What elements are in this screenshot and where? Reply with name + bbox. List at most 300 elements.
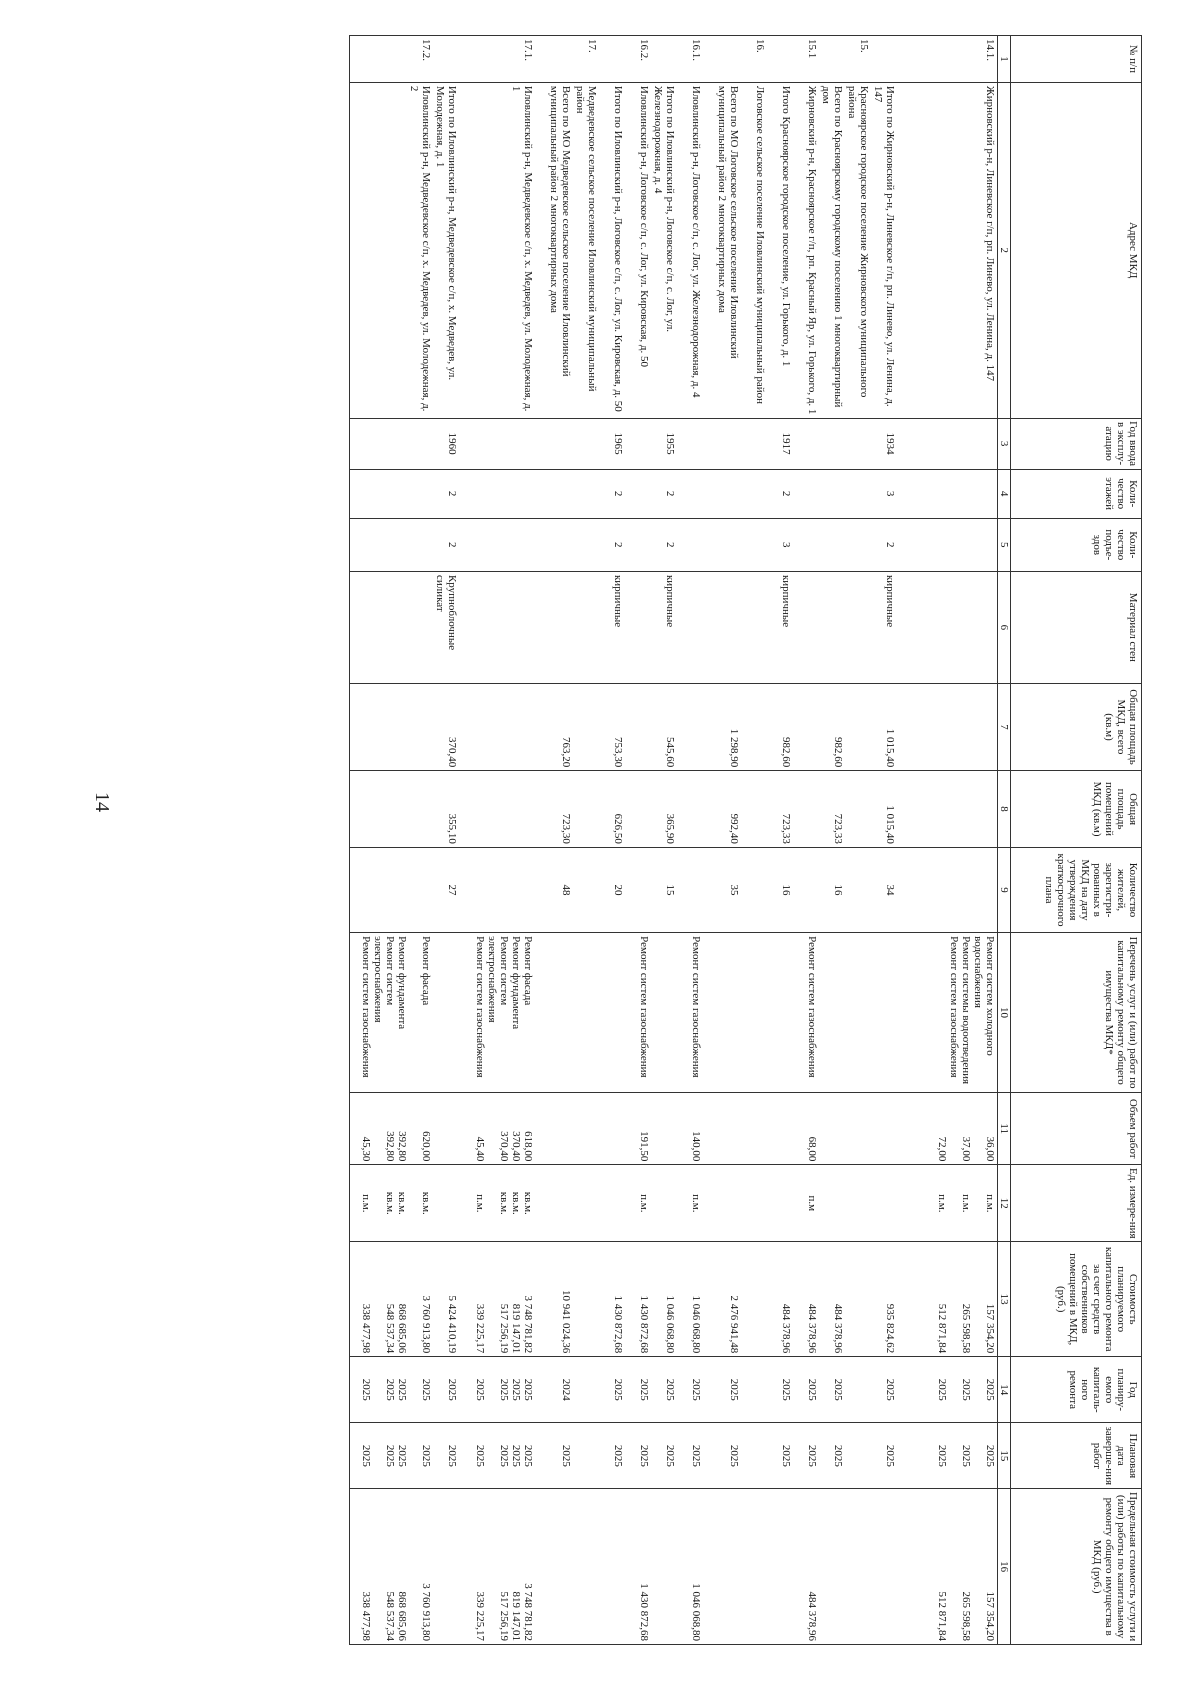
cell-text: Красноярское городское поселение Жирновского муниципального района: [846, 85, 871, 398]
table-cell: [600, 771, 626, 848]
cell-text: 35: [728, 884, 741, 896]
table-cell: [574, 771, 600, 848]
table-cell: [434, 36, 460, 83]
table-cell: [872, 1165, 898, 1242]
table-row: [846, 36, 872, 1645]
cell-text: 723,33: [780, 813, 793, 844]
table-cell: [600, 418, 626, 469]
table-cell: [536, 1092, 574, 1164]
table-cell: [678, 36, 704, 83]
table-cell: [768, 1489, 794, 1645]
cell-text: 2025: [728, 1444, 741, 1467]
cell-text: 3: [780, 542, 793, 548]
cell-text: 2025 2025 2025 2025: [360, 1378, 433, 1401]
cell-text: Крупноблочные силикат: [434, 574, 459, 651]
cell-text: 484 378,96: [832, 1303, 845, 1354]
table-cell: [820, 518, 846, 571]
table-cell: [350, 36, 434, 83]
table-cell: [434, 1423, 460, 1489]
column-number-cell: 9: [998, 847, 1011, 932]
page-number: 14: [91, 792, 113, 812]
table-cell: [652, 571, 678, 683]
table-cell: [768, 82, 794, 418]
table-cell: [626, 518, 652, 571]
table-cell: [820, 847, 846, 932]
cell-text: кирпичные: [884, 574, 897, 628]
cell-text: 2: [612, 490, 625, 497]
table-cell: [742, 771, 768, 848]
table-cell: [434, 82, 460, 418]
table-cell: [536, 1357, 574, 1423]
table-cell: [574, 518, 600, 571]
table-cell: [350, 571, 434, 683]
cell-text: кв.м. кв.м. кв.м. п.м.: [474, 1191, 535, 1215]
table-cell: [434, 771, 460, 848]
cell-text: Ремонт систем газоснабжения: [638, 936, 651, 1078]
table-cell: [898, 36, 998, 83]
table-cell: [820, 1357, 846, 1423]
column-number-cell: 13: [998, 1242, 1011, 1357]
table-cell: [626, 469, 652, 518]
cell-text: кирпичные: [780, 574, 793, 628]
table-cell: [460, 418, 536, 469]
cell-text: 3 760 913,80 868 685,06 548 537,34 338 477,98: [360, 1583, 433, 1641]
table-cell: [434, 518, 460, 571]
table-cell: [350, 469, 434, 518]
table-cell: [794, 82, 820, 418]
cell-text: 157 354,20 265 598,58 512 871,84: [936, 1303, 996, 1354]
table-cell: [794, 518, 820, 571]
cell-text: 17.: [586, 39, 599, 53]
table-cell: [678, 933, 704, 1093]
table-cell: [652, 82, 678, 418]
table-cell: [768, 683, 794, 770]
table-cell: [574, 469, 600, 518]
cell-text: Ремонт фасада Ремонт фундамента Ремонт систем электроснабжения Ремонт систем газоснабжения: [360, 936, 433, 1078]
cell-text: 2025: [780, 1444, 793, 1467]
table-cell: [626, 1092, 652, 1164]
cell-text: 2: [664, 542, 677, 548]
table-cell: [872, 82, 898, 418]
table-row: [678, 36, 704, 1645]
table-cell: [846, 1242, 872, 1357]
table-cell: [820, 1423, 846, 1489]
cell-text: 620,00 392,80 392,80 45,30: [360, 1131, 433, 1162]
table-cell: [600, 82, 626, 418]
table-cell: [704, 418, 742, 469]
cell-text: 15.1: [806, 39, 819, 59]
table-cell: [678, 847, 704, 932]
table-cell: [898, 469, 998, 518]
table-cell: [626, 1357, 652, 1423]
table-cell: [434, 418, 460, 469]
table-cell: [574, 933, 600, 1093]
cell-text: 16.1.: [690, 39, 703, 61]
table-cell: [794, 683, 820, 770]
table-cell: [536, 1423, 574, 1489]
column-number-cell: 7: [998, 683, 1011, 770]
table-cell: [536, 771, 574, 848]
table-cell: [574, 571, 600, 683]
column-number-cell: 1: [998, 36, 1011, 83]
column-number-cell: 4: [998, 469, 1011, 518]
table-cell: [898, 933, 998, 1093]
table-cell: [794, 771, 820, 848]
column-number-cell: 14: [998, 1357, 1011, 1423]
cell-text: 10 941 024,36: [560, 1289, 573, 1354]
table-cell: [742, 418, 768, 469]
header-cell: Коли-чество этажей: [1011, 469, 1142, 518]
cell-text: 1 298,90: [728, 728, 741, 768]
table-cell: [350, 683, 434, 770]
table-cell: [626, 683, 652, 770]
table-cell: [742, 1242, 768, 1357]
table-cell: [768, 518, 794, 571]
cell-text: Ремонт систем газоснабжения: [806, 936, 819, 1078]
table-cell: [600, 571, 626, 683]
cell-text: 2025: [780, 1378, 793, 1401]
cell-text: 484 378,96: [806, 1303, 819, 1354]
cell-text: 14.1.: [984, 39, 996, 61]
cell-text: Итого по Иловлинский р-н, Медведевское с/п, х. Медведев, ул. Молодежная, д. 1: [434, 85, 459, 381]
table-cell: [820, 1092, 846, 1164]
table-cell: [704, 1242, 742, 1357]
cell-text: Логовское сельское поселение Иловлинский муниципальный район: [754, 85, 767, 404]
cell-text: Всего по Красноярскому городскому поселению 1 многоквартирный дом: [820, 85, 845, 408]
table-cell: [898, 847, 998, 932]
cell-text: 2025: [806, 1378, 819, 1401]
cell-text: 723,33: [832, 813, 845, 844]
table-cell: [846, 771, 872, 848]
table-cell: [742, 1423, 768, 1489]
table-cell: [768, 1423, 794, 1489]
table-cell: [626, 418, 652, 469]
column-number-cell: 6: [998, 571, 1011, 683]
header-cell: Предельная стоимость услуги и (или) работы по капитальному ремонту общего имущества в МКД (руб.): [1011, 1489, 1142, 1645]
cell-text: 2025: [560, 1444, 573, 1467]
cell-text: 3 760 913,80 868 685,06 548 537,34 338 477,98: [360, 1295, 433, 1354]
cell-text: 626,50: [612, 813, 625, 844]
table-cell: [626, 82, 652, 418]
cell-text: 1 046 068,80: [690, 1295, 703, 1354]
table-cell: [460, 1357, 536, 1423]
table-cell: [820, 469, 846, 518]
table-cell: [820, 1242, 846, 1357]
cell-text: 1 430 872,68: [638, 1295, 651, 1354]
table-cell: [820, 571, 846, 683]
table-cell: [704, 1357, 742, 1423]
table-cell: [846, 1423, 872, 1489]
table-cell: [536, 82, 574, 418]
cell-text: 2025 2025 2025 2025: [360, 1444, 433, 1467]
table-cell: [846, 82, 872, 418]
cell-text: п.м. п.м. п.м.: [936, 1194, 996, 1213]
table-cell: [626, 1165, 652, 1242]
table-cell: [820, 1165, 846, 1242]
table-cell: [652, 683, 678, 770]
table-cell: [846, 518, 872, 571]
table-cell: [898, 518, 998, 571]
table-cell: [820, 82, 846, 418]
table-cell: [898, 1357, 998, 1423]
table-cell: [872, 469, 898, 518]
table-cell: [574, 683, 600, 770]
table-cell: [652, 1357, 678, 1423]
table-cell: [704, 571, 742, 683]
header-cell: Плановая дата заверше-ния работ: [1011, 1423, 1142, 1489]
cell-text: 2: [884, 542, 897, 548]
cell-text: Итого по Иловлинский р-н, Логовское с/п, с. Лог, ул. Железнодорожная, д. 4: [652, 85, 677, 333]
table-cell: [652, 469, 678, 518]
cell-text: п.м.: [638, 1194, 651, 1213]
table-cell: [536, 518, 574, 571]
cell-text: 763,20: [560, 736, 573, 768]
table-cell: [600, 847, 626, 932]
cell-text: 484 378,96: [806, 1591, 819, 1641]
cell-text: 3 748 781,82 819 147,01 517 256,19 339 225,17: [474, 1583, 535, 1641]
table-cell: [794, 571, 820, 683]
table-cell: [678, 418, 704, 469]
cell-text: 15.: [858, 39, 871, 53]
cell-text: 2025: [884, 1444, 897, 1467]
table-cell: [846, 1092, 872, 1164]
cell-text: 1 015,40: [884, 728, 897, 768]
table-cell: [898, 1489, 998, 1645]
cell-text: Итого по Иловлинский р-н, Логовское с/п, с. Лог, ул. Кировская, д. 50: [612, 85, 625, 412]
table-cell: [536, 847, 574, 932]
table-cell: [794, 1242, 820, 1357]
column-number-cell: 2: [998, 82, 1011, 418]
cell-text: 34: [884, 884, 897, 896]
table-cell: [574, 1165, 600, 1242]
table-cell: [460, 1489, 536, 1645]
table-cell: [846, 933, 872, 1093]
table-cell: [742, 571, 768, 683]
table-cell: [626, 1489, 652, 1645]
table-cell: [350, 1165, 434, 1242]
table-cell: [434, 469, 460, 518]
cell-text: п.м.: [690, 1194, 703, 1213]
table-cell: [574, 82, 600, 418]
table-cell: [460, 1092, 536, 1164]
header-cell: Общая площадь помещений МКД (кв.м): [1011, 771, 1142, 848]
table-cell: [460, 847, 536, 932]
table-cell: [872, 1489, 898, 1645]
table-cell: [678, 1357, 704, 1423]
table-cell: [898, 1092, 998, 1164]
column-number-cell: 11: [998, 1092, 1011, 1164]
cell-text: 16: [832, 884, 845, 896]
table-cell: [626, 1242, 652, 1357]
table-cell: [460, 933, 536, 1093]
table-cell: [768, 418, 794, 469]
table-cell: [898, 418, 998, 469]
table-cell: [898, 1165, 998, 1242]
header-cell: Адрес МКД: [1011, 82, 1142, 418]
table-cell: [704, 1092, 742, 1164]
cell-text: Медведевское сельское поселение Иловлинский муниципальный район: [574, 85, 599, 392]
cell-text: Итого Красноярское городское поселение, ул. Горького, д. 1: [780, 85, 793, 367]
table-cell: [460, 683, 536, 770]
column-number-cell: 3: [998, 418, 1011, 469]
header-cell: Стоимость планируемого капитального ремонта за счет средств собственников помещений в МКД, (руб.): [1011, 1242, 1142, 1357]
rotated-page: [50, 35, 1142, 1645]
table-cell: [820, 683, 846, 770]
table-cell: [350, 933, 434, 1093]
table-cell: [652, 933, 678, 1093]
table-cell: [768, 1242, 794, 1357]
cell-text: 1 046 068,80: [664, 1295, 677, 1354]
table-cell: [794, 933, 820, 1093]
column-number-cell: 8: [998, 771, 1011, 848]
cell-text: 16: [780, 884, 793, 896]
cell-text: 1 430 872,68: [612, 1295, 625, 1354]
cell-text: 2: [612, 542, 625, 548]
table-cell: [652, 771, 678, 848]
cell-text: 982,60: [832, 736, 845, 768]
cell-text: 2025: [446, 1378, 459, 1401]
table-row: [704, 36, 742, 1645]
table-cell: [574, 1357, 600, 1423]
cell-text: 2025: [638, 1378, 651, 1401]
table-cell: [600, 683, 626, 770]
cell-text: 36,00 37,00 72,00: [936, 1136, 996, 1162]
table-cell: [350, 1423, 434, 1489]
table-row: [820, 36, 846, 1645]
table-cell: [350, 1489, 434, 1645]
table-cell: [820, 418, 846, 469]
cell-text: 2025: [664, 1444, 677, 1467]
table-cell: [460, 1242, 536, 1357]
table-cell: [742, 518, 768, 571]
table-cell: [846, 36, 872, 83]
table-cell: [652, 1423, 678, 1489]
cell-text: 2: [446, 542, 459, 548]
table-cell: [768, 1092, 794, 1164]
cell-text: 68,00: [806, 1136, 819, 1162]
cell-text: кирпичные: [612, 574, 625, 628]
table-row: [652, 36, 678, 1645]
header-cell: Материал стен: [1011, 571, 1142, 683]
table-cell: [460, 518, 536, 571]
table-cell: [350, 1357, 434, 1423]
cell-text: 370,40: [446, 736, 459, 768]
table-cell: [678, 82, 704, 418]
header-cell: Ед. измере-ния: [1011, 1165, 1142, 1242]
table-cell: [846, 1357, 872, 1423]
cell-text: п.м: [806, 1195, 819, 1212]
cell-text: 2025: [446, 1444, 459, 1467]
cell-text: 1934: [884, 432, 897, 455]
table-cell: [600, 518, 626, 571]
cell-text: Жирновский р-н, Линевское г/п, рп. Линево, ул. Ленина, д. 147: [984, 85, 996, 382]
cell-text: 982,60: [780, 736, 793, 768]
table-cell: [434, 1242, 460, 1357]
table-cell: [574, 1489, 600, 1645]
table-cell: [678, 1242, 704, 1357]
table-cell: [820, 1489, 846, 1645]
table-cell: [434, 847, 460, 932]
cell-text: 3: [884, 490, 897, 497]
table-cell: [794, 36, 820, 83]
table-cell: [626, 571, 652, 683]
table-cell: [536, 469, 574, 518]
cell-text: 355,10: [446, 813, 459, 844]
table-cell: [350, 771, 434, 848]
table-cell: [704, 771, 742, 848]
cell-text: 140,00: [690, 1131, 703, 1162]
cell-text: 484 378,96: [780, 1303, 793, 1354]
table-cell: [678, 1165, 704, 1242]
table-cell: [846, 1165, 872, 1242]
table-cell: [704, 1165, 742, 1242]
table-cell: [742, 469, 768, 518]
cell-text: 935 824,62: [884, 1303, 897, 1354]
header-cell: Год ввода в эксплу-атацию: [1011, 418, 1142, 469]
cell-text: 16.2.: [638, 39, 651, 61]
table-cell: [350, 847, 434, 932]
cell-text: 1 430 872,68: [638, 1583, 651, 1641]
cell-text: 2025: [806, 1444, 819, 1467]
table-cell: [898, 683, 998, 770]
table-cell: [794, 1092, 820, 1164]
table-cell: [846, 1489, 872, 1645]
table-cell: [898, 571, 998, 683]
table-cell: [678, 1423, 704, 1489]
column-number-cell: 16: [998, 1489, 1011, 1645]
table-cell: [872, 518, 898, 571]
table-cell: [704, 847, 742, 932]
table-cell: [872, 683, 898, 770]
header-cell: Коли-чество подъе-здов: [1011, 518, 1142, 571]
table-cell: [872, 1092, 898, 1164]
header-cell: Перечень услуг и (или) работ по капитальному ремонту общего имущества МКД*: [1011, 933, 1142, 1093]
table-cell: [704, 933, 742, 1093]
table-cell: [820, 933, 846, 1093]
table-cell: [794, 1423, 820, 1489]
table-cell: [626, 771, 652, 848]
table-cell: [794, 1357, 820, 1423]
table-cell: [872, 771, 898, 848]
table-cell: [574, 1242, 600, 1357]
cell-text: 2025: [690, 1444, 703, 1467]
table-cell: [794, 847, 820, 932]
table-cell: [898, 1242, 998, 1357]
table-cell: [872, 571, 898, 683]
table-row: [872, 36, 898, 1645]
cell-text: 16.: [754, 39, 767, 53]
table-cell: [704, 518, 742, 571]
table-cell: [600, 1357, 626, 1423]
table-cell: [742, 1092, 768, 1164]
table-cell: [768, 771, 794, 848]
cell-text: 2025 2025 2025: [936, 1378, 996, 1401]
table-cell: [898, 1423, 998, 1489]
table-row: [536, 36, 574, 1645]
cell-text: 2025 2025 2025 2025: [474, 1444, 535, 1467]
cell-text: 2025 2025 2025: [936, 1444, 996, 1467]
cell-text: Иловлинский р-н, Логовское с/п, с. Лог, ул. Кировская, д. 50: [638, 85, 651, 368]
table-cell: [678, 571, 704, 683]
table-cell: [704, 82, 742, 418]
table-row: [626, 36, 652, 1645]
table-cell: [652, 36, 678, 83]
capital-repair-table: [349, 35, 1142, 1645]
table-cell: [872, 1423, 898, 1489]
table-cell: [742, 1165, 768, 1242]
table-cell: [742, 82, 768, 418]
table-cell: [768, 847, 794, 932]
